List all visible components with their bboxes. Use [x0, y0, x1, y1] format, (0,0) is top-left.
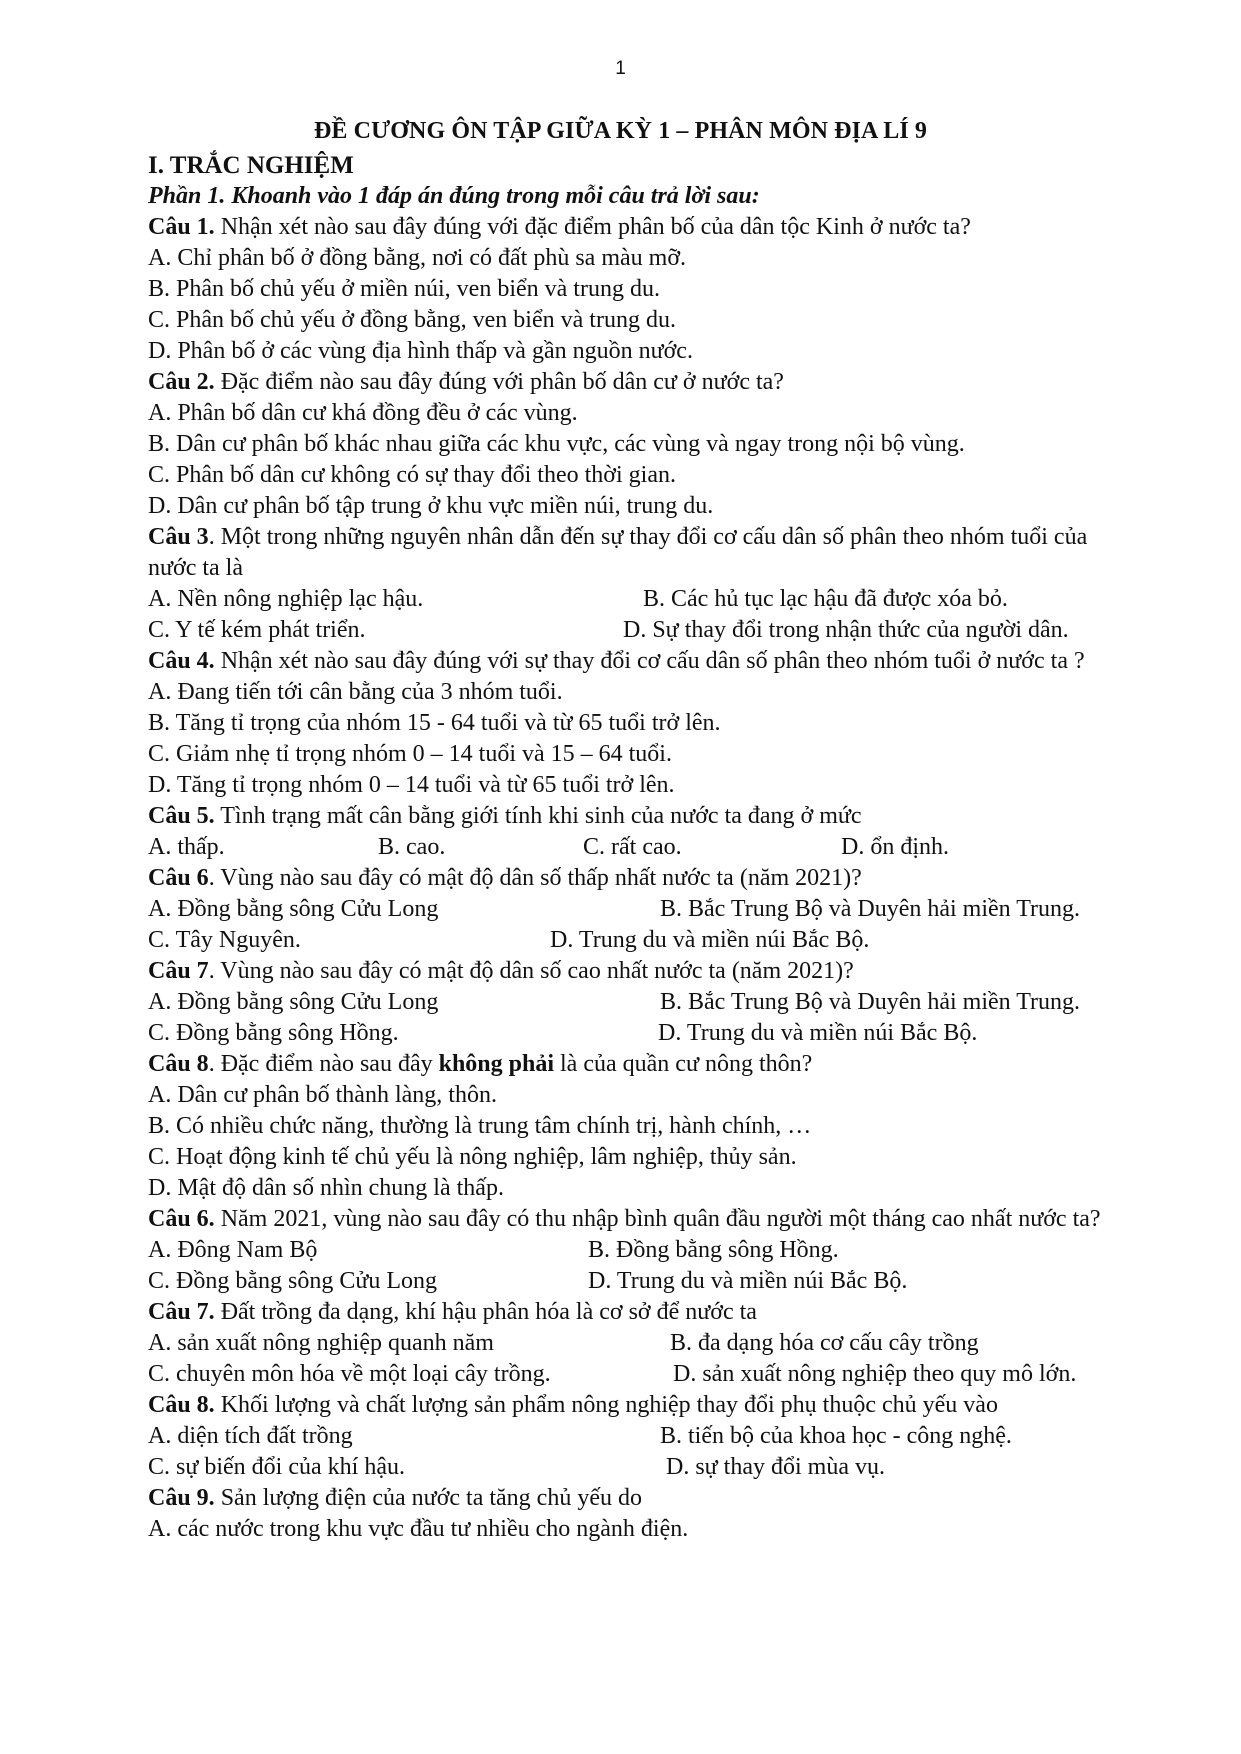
option-c: C. sự biến đổi của khí hậu. [148, 1454, 405, 1480]
question-text: Nhận xét nào sau đây đúng với sự thay đổi cơ cấu dân số phân theo nhóm tuổi ở nước ta ? [214, 648, 1085, 674]
options-row [148, 584, 1138, 615]
document-body [148, 150, 1138, 1545]
option-b: B. Các hủ tục lạc hậu đã được xóa bỏ. [643, 586, 1008, 612]
option-b: B. Bắc Trung Bộ và Duyên hải miền Trung. [660, 896, 1081, 922]
question-7 [148, 956, 1138, 987]
part-heading: Phần 1. Khoanh vào 1 đáp án đúng trong mỗi câu trả lời sau: [148, 183, 760, 209]
options-row [148, 1359, 1138, 1390]
question-1 [148, 212, 1138, 243]
question-5 [148, 801, 1138, 832]
question-number: Câu 1. [148, 214, 215, 240]
option-c: C. Y tế kém phát triển. [148, 617, 366, 643]
option-d: D. ổn định. [841, 834, 949, 860]
question-number: Câu 5. [148, 803, 215, 829]
question-text: . Đặc điểm nào sau đây [208, 1051, 439, 1077]
options-row [148, 832, 1138, 863]
option-c: C. rất cao. [583, 834, 682, 860]
document-title: ĐỀ CƯƠNG ÔN TẬP GIỮA KỲ 1 – PHÂN MÔN ĐỊA LÍ 9 [314, 118, 927, 144]
option-b: B. Tăng tỉ trọng của nhóm 15 - 64 tuổi và từ 65 tuổi trở lên. [148, 710, 721, 736]
question-text: Đặc điểm nào sau đây đúng với phân bố dân cư ở nước ta? [214, 369, 784, 395]
question-number: Câu 7 [148, 958, 209, 984]
option-d: D. Phân bố ở các vùng địa hình thấp và gần nguồn nước. [148, 338, 693, 364]
option-d: D. Trung du và miền núi Bắc Bộ. [550, 927, 870, 953]
question-number: Câu 3 [148, 524, 209, 550]
question-number: Câu 6 [148, 865, 209, 891]
option-b: B. Bắc Trung Bộ và Duyên hải miền Trung. [660, 989, 1081, 1015]
options-row [148, 1266, 1138, 1297]
question-9 [148, 1204, 1108, 1235]
question-2 [148, 367, 1138, 398]
question-number: Câu 8 [148, 1051, 209, 1077]
options-row [148, 1235, 1138, 1266]
question-text: Khối lượng và chất lượng sản phẩm nông nghiệp thay đổi phụ thuộc chủ yếu vào [214, 1392, 998, 1418]
option-c: C. Tây Nguyên. [148, 927, 301, 953]
options-row [148, 987, 1138, 1018]
option-d: D. Tăng tỉ trọng nhóm 0 – 14 tuổi và từ 65 tuổi trở lên. [148, 772, 675, 798]
option-a: A. Đồng bằng sông Cửu Long [148, 989, 439, 1015]
emphasis-text: không phải [438, 1051, 555, 1077]
option-d: D. Mật độ dân số nhìn chung là thấp. [148, 1175, 504, 1201]
option-c: C. chuyên môn hóa về một loại cây trồng. [148, 1361, 551, 1387]
question-text: . Vùng nào sau đây có mật độ dân số cao nhất nước ta (năm 2021)? [208, 958, 854, 984]
question-number: Câu 2. [148, 369, 215, 395]
options-row [148, 1421, 1138, 1452]
option-c: C. Hoạt động kinh tế chủ yếu là nông nghiệp, lâm nghiệp, thủy sản. [148, 1144, 797, 1170]
option-b: B. Phân bố chủ yếu ở miền núi, ven biển và trung du. [148, 276, 660, 302]
question-8 [148, 1049, 1138, 1080]
question-number: Câu 8. [148, 1392, 215, 1418]
option-a: A. diện tích đất trồng [148, 1423, 353, 1449]
options-row [148, 925, 1138, 956]
options-row [148, 1018, 1138, 1049]
options-row [148, 1328, 1138, 1359]
option-a: A. các nước trong khu vực đầu tư nhiều cho ngành điện. [148, 1516, 689, 1542]
question-text: Nhận xét nào sau đây đúng với đặc điểm phân bố của dân tộc Kinh ở nước ta? [214, 214, 971, 240]
options-row [148, 1452, 1138, 1483]
option-a: A. Đồng bằng sông Cửu Long [148, 896, 439, 922]
question-3 [148, 522, 1108, 584]
option-b: B. Đồng bằng sông Hồng. [588, 1237, 839, 1263]
question-12 [148, 1483, 1138, 1514]
option-d: D. Trung du và miền núi Bắc Bộ. [588, 1268, 908, 1294]
option-a: A. Nền nông nghiệp lạc hậu. [148, 586, 424, 612]
question-text: . Một trong những nguyên nhân dẫn đến sự thay đổi cơ cấu dân số phân theo nhóm tuổi của nước ta là [148, 524, 1088, 581]
option-b: B. Có nhiều chức năng, thường là trung tâm chính trị, hành chính, … [148, 1113, 812, 1139]
question-6 [148, 863, 1138, 894]
option-a: A. Dân cư phân bố thành làng, thôn. [148, 1082, 497, 1108]
options-row [148, 894, 1138, 925]
option-d: D. Sự thay đổi trong nhận thức của người dân. [623, 617, 1069, 643]
option-d: D. sự thay đổi mùa vụ. [666, 1454, 885, 1480]
question-number: Câu 9. [148, 1485, 215, 1511]
option-c: C. Giảm nhẹ tỉ trọng nhóm 0 – 14 tuổi và 15 – 64 tuổi. [148, 741, 672, 767]
options-row [148, 615, 1138, 646]
option-b: B. cao. [378, 834, 446, 860]
question-text: . Vùng nào sau đây có mật độ dân số thấp nhất nước ta (năm 2021)? [208, 865, 862, 891]
option-a: A. Phân bố dân cư khá đồng đều ở các vùng. [148, 400, 578, 426]
option-d: D. Trung du và miền núi Bắc Bộ. [658, 1020, 978, 1046]
option-b: B. đa dạng hóa cơ cấu cây trồng [670, 1330, 979, 1356]
question-text: là của quần cư nông thôn? [554, 1051, 813, 1077]
option-b: B. Dân cư phân bố khác nhau giữa các khu vực, các vùng và ngay trong nội bộ vùng. [148, 431, 965, 457]
question-text: Đất trồng đa dạng, khí hậu phân hóa là cơ sở để nước ta [214, 1299, 757, 1325]
question-number: Câu 7. [148, 1299, 215, 1325]
question-10 [148, 1297, 1138, 1328]
question-number: Câu 6. [148, 1206, 215, 1232]
option-a: A. Chỉ phân bố ở đồng bằng, nơi có đất phù sa màu mỡ. [148, 245, 687, 271]
option-b: B. tiến bộ của khoa học - công nghệ. [660, 1423, 1012, 1449]
question-text: Năm 2021, vùng nào sau đây có thu nhập bình quân đầu người một tháng cao nhất nước ta? [214, 1206, 1101, 1232]
option-a: A. sản xuất nông nghiệp quanh năm [148, 1330, 494, 1356]
option-a: A. Đông Nam Bộ [148, 1237, 318, 1263]
question-11 [148, 1390, 1138, 1421]
option-c: C. Phân bố chủ yếu ở đồng bằng, ven biển và trung du. [148, 307, 676, 333]
question-text: Sản lượng điện của nước ta tăng chủ yếu do [214, 1485, 642, 1511]
option-c: C. Đồng bằng sông Hồng. [148, 1020, 399, 1046]
question-number: Câu 4. [148, 648, 215, 674]
option-a: A. Đang tiến tới cân bằng của 3 nhóm tuổi. [148, 679, 563, 705]
option-d: D. sản xuất nông nghiệp theo quy mô lớn. [673, 1361, 1077, 1387]
page-number: 1 [615, 58, 626, 79]
option-c: C. Đồng bằng sông Cửu Long [148, 1268, 438, 1294]
option-d: D. Dân cư phân bố tập trung ở khu vực miền núi, trung du. [148, 493, 714, 519]
question-text: Tình trạng mất cân bằng giới tính khi sinh của nước ta đang ở mức [214, 803, 862, 829]
option-c: C. Phân bố dân cư không có sự thay đổi theo thời gian. [148, 462, 676, 488]
section-heading: I. TRẮC NGHIỆM [148, 152, 354, 179]
question-4 [148, 646, 1108, 677]
option-a: A. thấp. [148, 834, 225, 860]
